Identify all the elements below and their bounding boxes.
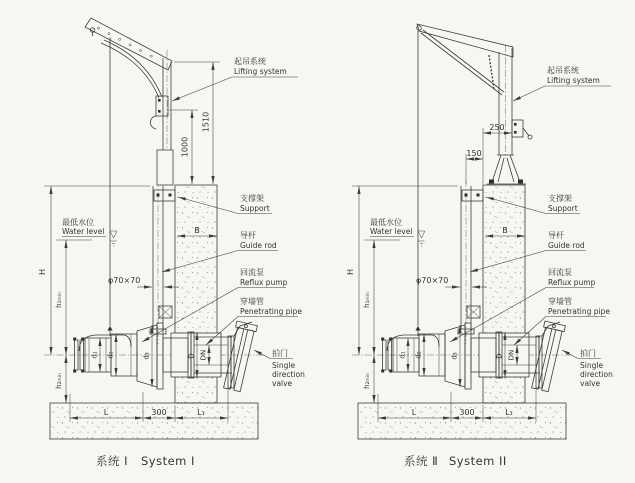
system1-lifting-system: [85, 18, 173, 186]
dim-250: 250: [489, 123, 505, 132]
lifting-system-zh: 起吊系统: [547, 66, 579, 75]
guide-tube: [157, 150, 173, 185]
system2-dimensions: [466, 123, 512, 184]
tripod-base-drawing: [487, 155, 526, 184]
dim-1510: 1510: [201, 111, 211, 133]
system2-lifting-label: [513, 65, 611, 101]
chain-icon: [489, 55, 494, 89]
dim-1000: 1000: [180, 136, 190, 158]
lifting-system-en: Lifting system: [547, 76, 600, 85]
hook-icon: [150, 116, 156, 129]
system2-lifting-system: [417, 24, 532, 184]
system1-lifting-label: [172, 56, 298, 101]
system2-caption-en: System II: [449, 454, 507, 468]
system1-caption-en: System I: [141, 454, 195, 468]
dim-150: 150: [466, 149, 482, 158]
system-2-diagram: [346, 24, 613, 468]
system1-caption-zh: 系统 Ⅰ: [96, 454, 129, 468]
system1-dimensions: [169, 62, 220, 184]
winch-drawing: [512, 120, 532, 139]
system2-caption-zh: 系统 Ⅱ: [404, 454, 439, 468]
system-1-diagram: [38, 18, 305, 468]
lifting-system-en: Lifting system: [234, 67, 287, 76]
lifting-system-zh: 起吊系统: [234, 57, 266, 66]
